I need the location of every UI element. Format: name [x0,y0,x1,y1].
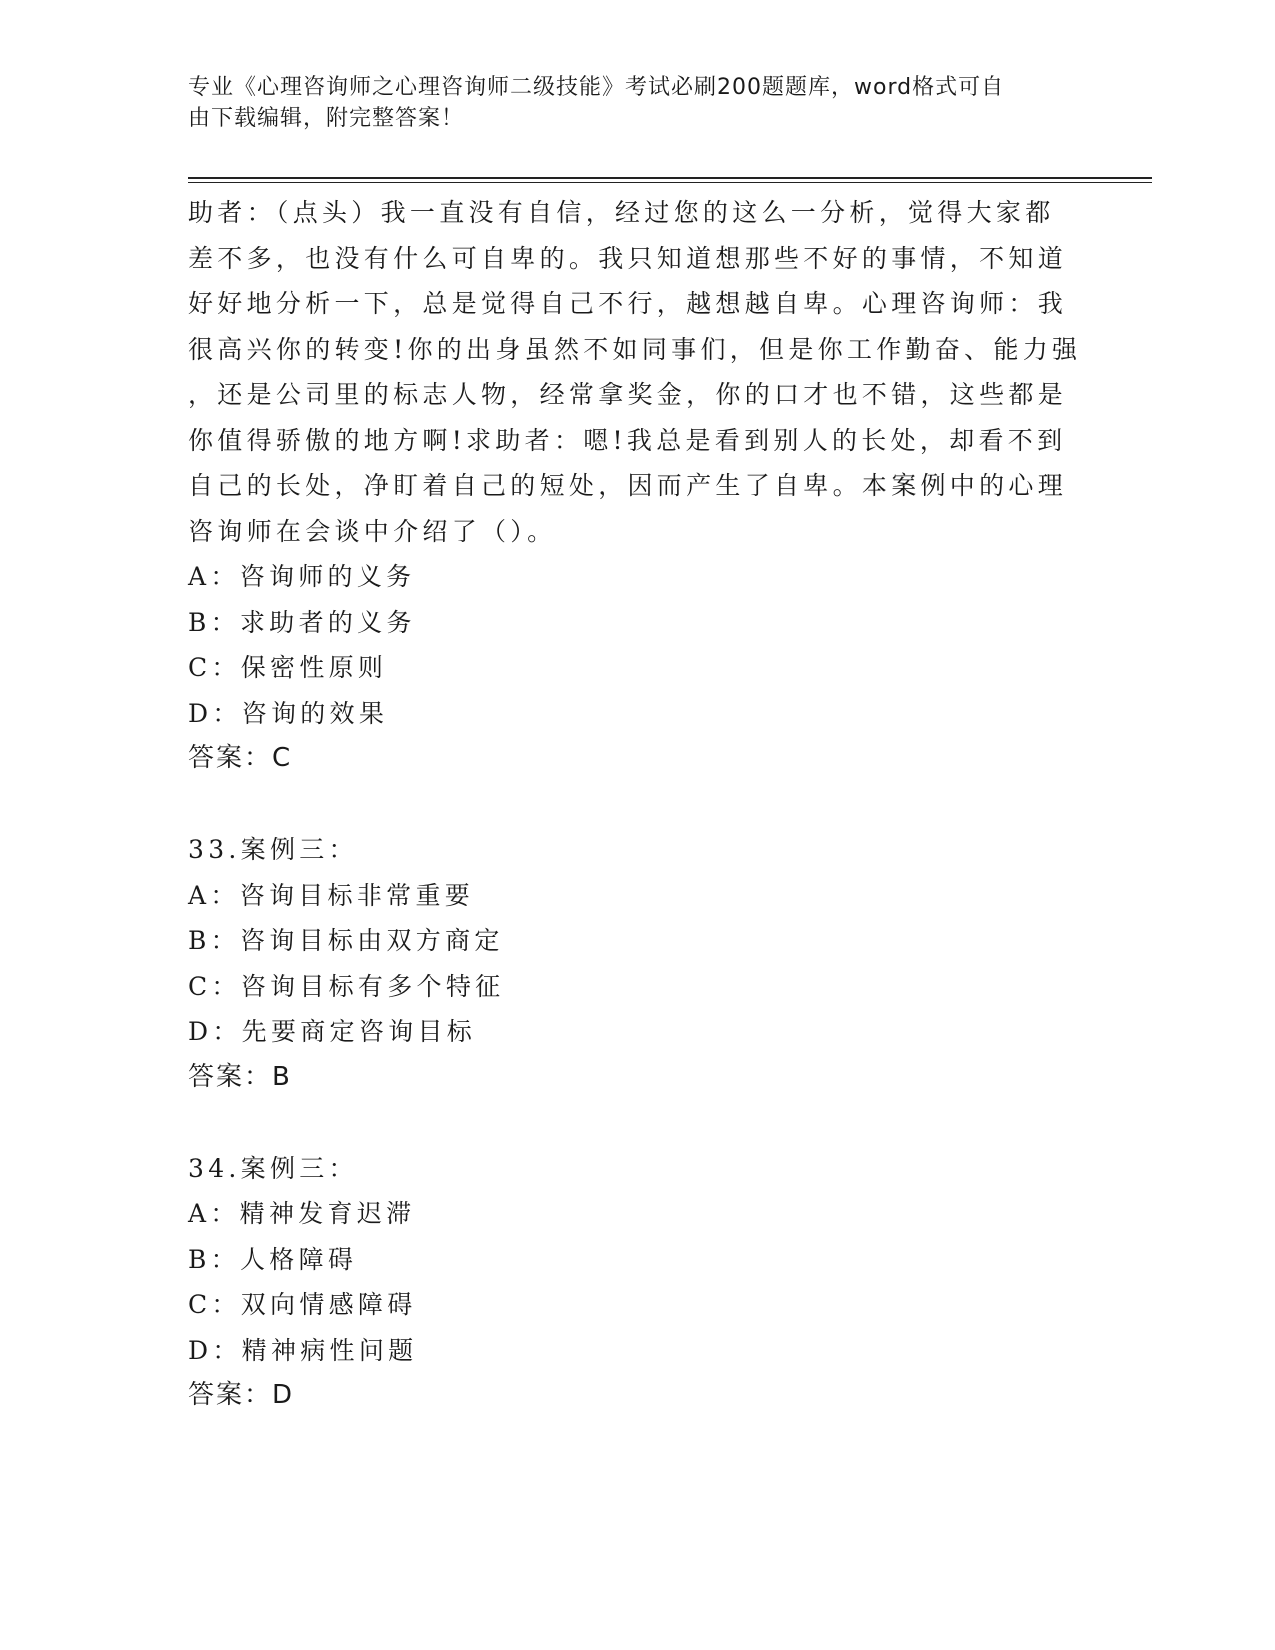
passage-line: 自己的长处，净盯着自己的短处，因而产生了自卑。本案例中的心理 [188,471,1068,500]
option-c: C：保密性原则 [188,653,388,682]
option-d: D：精神病性问题 [188,1335,418,1365]
answer-label: 答案：C [188,743,293,773]
answer-label: 答案：D [188,1380,295,1410]
option-b: B：求助者的义务 [188,607,416,637]
passage-line: 差不多，也没有什么可自卑的。我只知道想那些不好的事情，不知道 [188,243,1068,273]
option-d: D：先要商定咨询目标 [188,1017,477,1046]
header-divider-thick [188,177,1152,179]
passage-line: 助者：（点头）我一直没有自信，经过您的这么一分析，觉得大家都 [188,198,1055,227]
option-c: C：双向情感障碍 [188,1290,417,1319]
option-c: C：咨询目标有多个特征 [188,971,505,1001]
option-b: B：人格障碍 [188,1244,358,1274]
spacer [188,1100,1088,1146]
header-line-1: 专业《心理咨询师之心理咨询师二级技能》考试必刷200题题库，word格式可自 [188,75,1005,100]
passage-line: 你值得骄傲的地方啊!求助者：嗯!我总是看到别人的长处，却看不到 [188,425,1067,455]
option-a: A：咨询师的义务 [188,562,416,591]
option-b: B：咨询目标由双方商定 [188,926,504,955]
question-title: 33.案例三： [188,835,358,864]
option-a: A：精神发育迟滞 [188,1199,416,1228]
question-content [188,190,1088,1419]
option-d: D：咨询的效果 [188,698,389,728]
spacer [188,782,1088,828]
question-title: 34.案例三： [188,1153,358,1183]
answer-label: 答案：B [188,1061,292,1092]
question-32-block [188,190,1088,782]
header-line-2: 由下载编辑，附完整答案！ [188,106,465,131]
question-33-block [188,827,1088,1100]
option-a: A：咨询目标非常重要 [188,880,475,910]
question-34-block [188,1146,1088,1419]
passage-line: ，还是公司里的标志人物，经常拿奖金，你的口才也不错，这些都是 [188,380,1068,409]
passage-line: 很高兴你的转变!你的出身虽然不如同事们，但是你工作勤奋、能力强 [188,334,1082,364]
passage-line: 好好地分析一下，总是觉得自己不行，越想越自卑。心理咨询师：我 [188,289,1068,318]
header-divider-thin [188,182,1152,183]
document-header [188,72,1068,134]
passage-line: 咨询师在会谈中介绍了（）。 [188,516,557,546]
